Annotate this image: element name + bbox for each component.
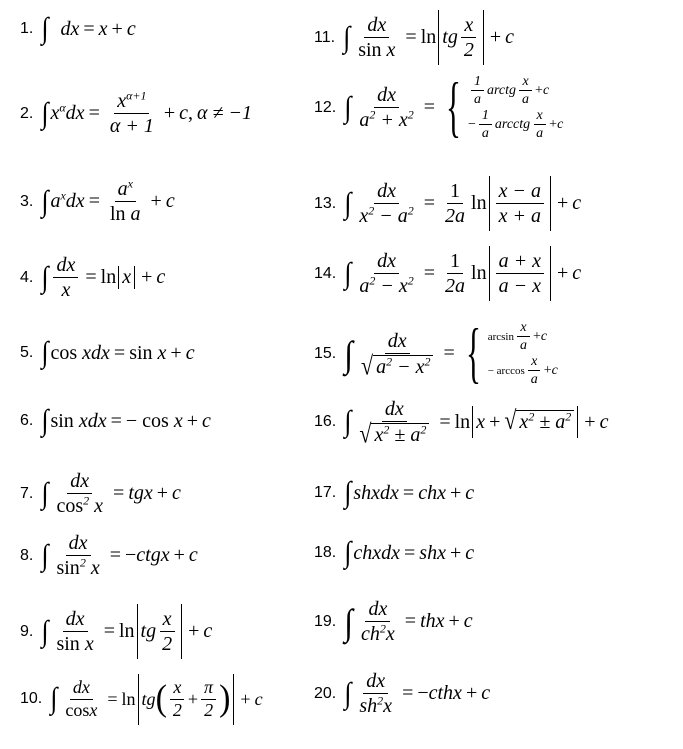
formula-6: 6. ∫ sin xdx = − cos x + c xyxy=(20,403,211,438)
formula-number: 11. xyxy=(314,28,336,46)
formula-16: 16. ∫ dx √ $x^2 \pm a^2$ = ln x + √ $x^2 \pm a^2$ + c xyxy=(314,398,609,449)
formula-20: 20. ∫ $\frac{dx}{sh^2x}$ = − cthx + c xyxy=(314,670,491,717)
formula-number: 16. xyxy=(314,413,337,430)
formula-15: 15. ∫ dx √ $a^2 - x^2$ = { arcsin $\frac{x}{a}$ + c − arccos $\frac{x}{a}$ + c xyxy=(314,316,558,391)
formula-number: 13. xyxy=(314,194,337,212)
formula-number: 8. xyxy=(20,546,34,564)
formula-number: 10. xyxy=(20,690,43,708)
formula-3: 3. ∫ $a^xdx$ = $\frac{a^x}{\text{ln a}}$ + c xyxy=(20,176,175,225)
formula-19: 19. ∫ $\frac{dx}{ch^2x}$ = thx + c xyxy=(314,598,473,645)
formula-4: 4. ∫ $\frac{dx}{x}$ = ln x + c xyxy=(20,254,166,301)
formula-number: 5. xyxy=(20,344,34,361)
formula-number: 4. xyxy=(20,268,34,286)
formula-9: 9. ∫ $\frac{dx}{\text{sin x}}$ = ln tg $\frac{x}{2}$ + c xyxy=(20,604,212,659)
formula-1: 1. ∫ dx = x + c xyxy=(20,11,136,46)
formula-17: 17. ∫ shxdx = chx + c xyxy=(314,475,475,510)
formula-number: 20. xyxy=(314,684,337,702)
formula-number: 19. xyxy=(314,612,337,630)
formula-number: 14. xyxy=(314,264,337,282)
formula-18: 18. ∫ chxdx = shx + c xyxy=(314,535,475,570)
formula-number: 6. xyxy=(20,412,34,429)
formula-5: 5. ∫ cos xdx = sin x + c xyxy=(20,335,195,370)
formula-12: 12. ∫ $\frac{dx}{a^2 + x^2}$ = { $\frac{1}{a}$ arctg $\frac{x}{a}$ + c − $\frac{1}{a}$ arcctg $\frac{x}{a}$ + c xyxy=(314,70,564,145)
formula-number: 7. xyxy=(20,484,34,502)
integral-sign: ∫ xyxy=(41,11,49,46)
formula-11: 11. ∫ $\frac{dx}{\text{sin x}}$ = ln tg $\frac{x}{2}$ + c xyxy=(314,10,514,65)
formula-number: 3. xyxy=(20,192,34,210)
formula-number: 2. xyxy=(20,104,34,122)
formula-2: 2. ∫ $x^\alpha dx$ = $\frac{x^{\alpha+1}}{\alpha + 1}$ + c , α ≠ −1 xyxy=(20,88,252,137)
formula-number: 1. xyxy=(20,20,34,37)
formula-number: 12. xyxy=(314,98,337,116)
formula-8: 8. ∫ $\frac{dx}{\sin^2 x}$ = − ctgx + c xyxy=(20,532,198,579)
formula-14: 14. ∫ $\frac{dx}{a^2 - x^2}$ = $\frac{1}{2a}$ ln $\frac{a + x}{a - x}$ + c xyxy=(314,246,581,301)
formula-7: 7. ∫ $\frac{dx}{\cos^2 x}$ = tgx + c xyxy=(20,470,181,517)
formula-number: 9. xyxy=(20,622,34,640)
formula-number: 17. xyxy=(314,484,337,501)
formula-number: 15. xyxy=(314,344,337,362)
formula-number: 18. xyxy=(314,544,337,561)
formula-10: 10. ∫ $\frac{dx}{\cos x}$ = ln tg ( $\frac{x}{2}$ + $\frac{\pi}{2}$ ) + c xyxy=(20,674,263,725)
formula-13: 13. ∫ $\frac{dx}{x^2 - a^2}$ = $\frac{1}{2a}$ ln $\frac{x - a}{x + a}$ + c xyxy=(314,176,581,231)
